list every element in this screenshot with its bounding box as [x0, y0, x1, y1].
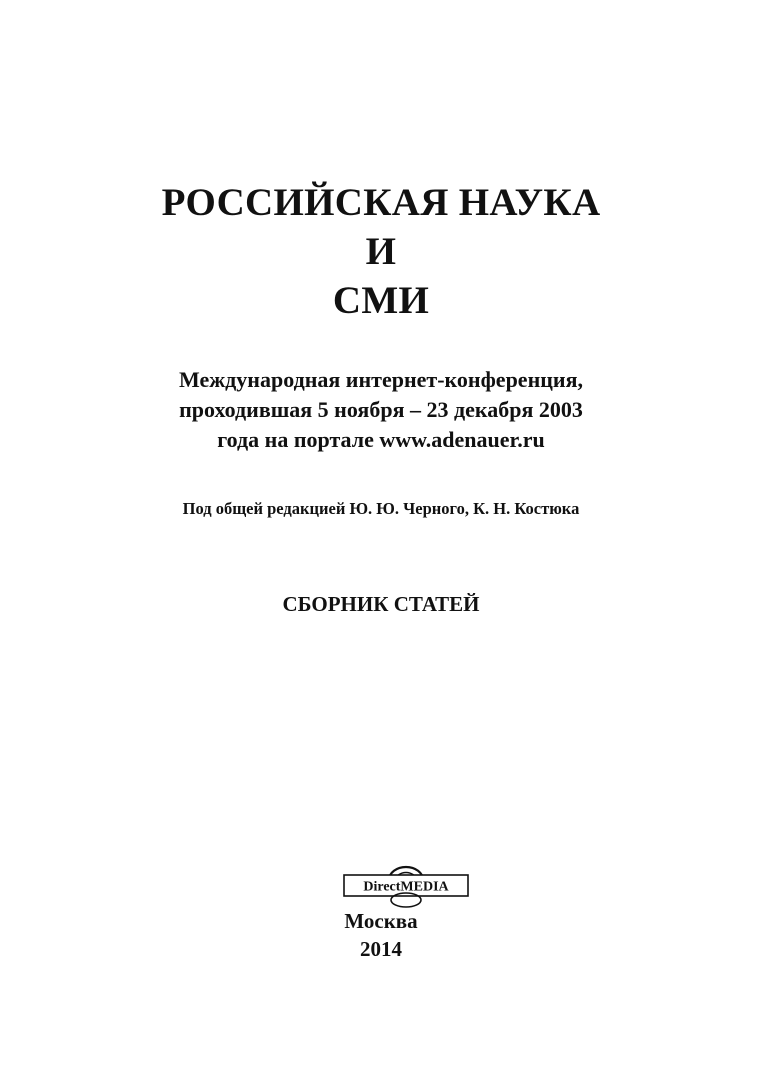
editors-line: Под общей редакцией Ю. Ю. Черного, К. Н. Костюка: [182, 499, 580, 518]
publication-year: 2014: [360, 937, 402, 961]
publication-city: Москва: [344, 909, 418, 933]
book-title-line-2: И: [365, 230, 397, 273]
book-title-line-1: РОССИЙСКАЯ НАУКА: [161, 181, 601, 224]
collection-label: СБОРНИК СТАТЕЙ: [282, 592, 480, 616]
publisher-logo-text: DirectMEDIA: [363, 879, 449, 895]
conference-info-line-1: Международная интернет-конференция,: [178, 367, 583, 392]
conference-info-line-2: проходившая 5 ноября – 23 декабря 2003: [179, 397, 583, 422]
publisher-logo: [341, 862, 471, 910]
book-title-line-3: СМИ: [332, 279, 430, 322]
conference-info-line-3: года на портале www.adenauer.ru: [217, 427, 545, 452]
